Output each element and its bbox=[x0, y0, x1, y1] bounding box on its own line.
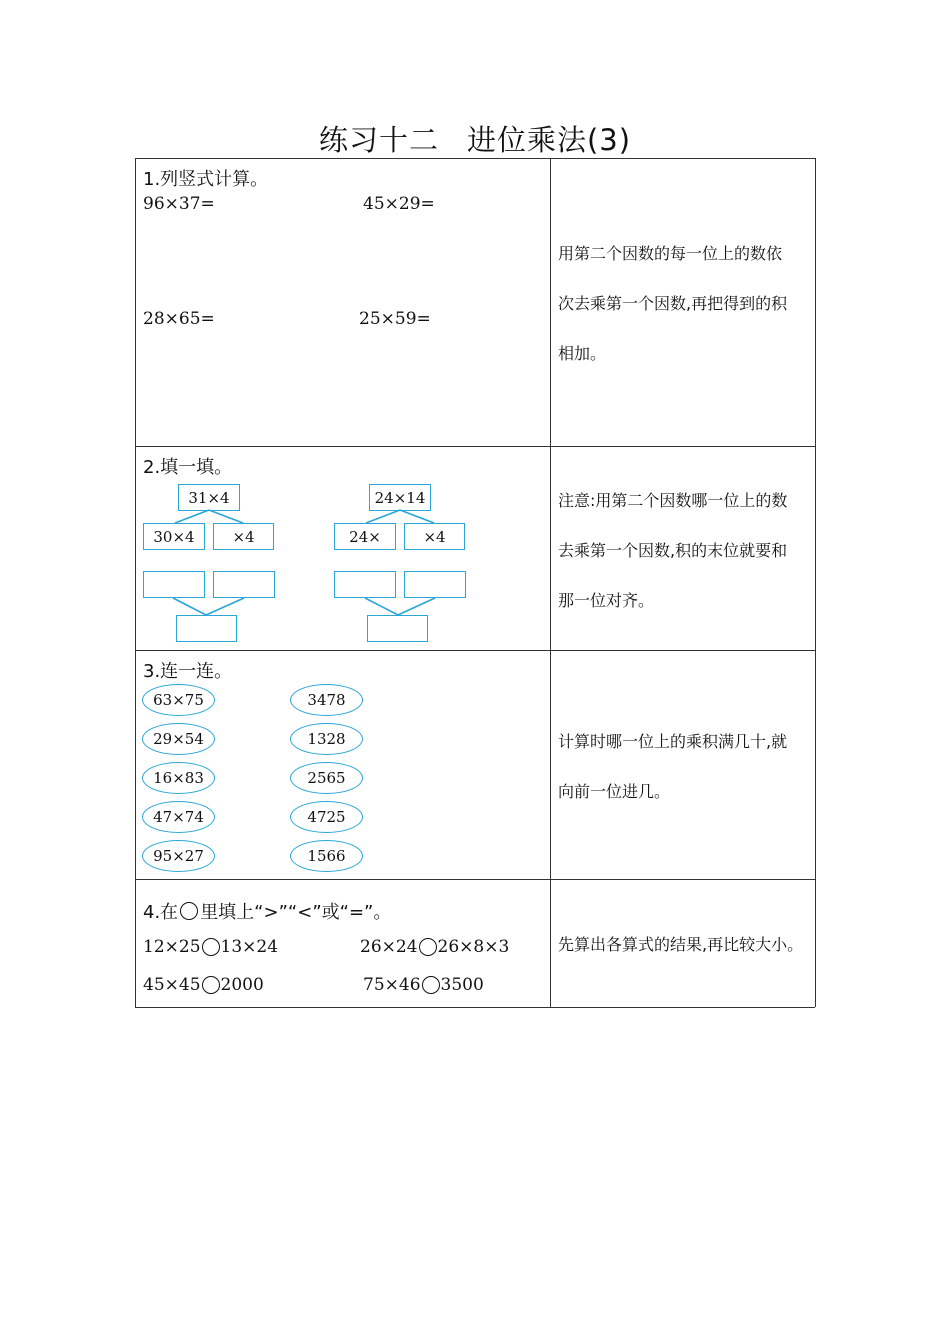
tree1-result-box[interactable] bbox=[176, 615, 237, 642]
q3-tip bbox=[558, 717, 808, 817]
q3-left-item-2[interactable]: 29×54 bbox=[142, 723, 215, 755]
q4-row-2-right: 26×8×3 bbox=[437, 937, 510, 957]
q4-row-2-circle[interactable] bbox=[419, 938, 437, 956]
q3-tip-line-2: 向前一位进几。 bbox=[558, 782, 671, 801]
q3-heading: 3.连一连。 bbox=[143, 661, 233, 682]
q1-problem-4: 25×59= bbox=[359, 309, 431, 329]
q3-right-item-1[interactable]: 3478 bbox=[290, 684, 363, 716]
tree2-right-box: ×4 bbox=[404, 523, 465, 550]
q4-heading-pre: 4.在 bbox=[143, 902, 179, 923]
tree1-top-box: 31×4 bbox=[178, 484, 240, 511]
q4-row-1 bbox=[143, 937, 278, 957]
q4-row-4-circle[interactable] bbox=[422, 976, 440, 994]
q2-tip-line-1: 注意:用第二个因数哪一位上的数 bbox=[558, 491, 788, 510]
q4-row-1-left: 12×25 bbox=[143, 937, 201, 957]
q3-right-item-5[interactable]: 1566 bbox=[290, 840, 363, 872]
q3-left-item-4[interactable]: 47×74 bbox=[142, 801, 215, 833]
q4-heading bbox=[143, 898, 391, 924]
tree2-right-answer-box[interactable] bbox=[404, 571, 466, 598]
q4-row-4-left: 75×46 bbox=[363, 975, 421, 995]
q1-tip-line-3: 相加。 bbox=[558, 344, 607, 363]
tree1-left-box: 30×4 bbox=[143, 523, 205, 550]
tree2-left-answer-box[interactable] bbox=[334, 571, 396, 598]
tree2-left-box: 24× bbox=[334, 523, 396, 550]
q2-tip-line-2: 去乘第一个因数,积的末位就要和 bbox=[558, 541, 788, 560]
q2-tip bbox=[558, 476, 808, 626]
q4-row-4-right: 3500 bbox=[440, 975, 484, 995]
q1-problem-3: 28×65= bbox=[143, 309, 215, 329]
q3-left-item-1[interactable]: 63×75 bbox=[142, 684, 215, 716]
tree2-top-box: 24×14 bbox=[369, 484, 431, 511]
q1-problem-1: 96×37= bbox=[143, 194, 215, 214]
q4-heading-post: 里填上“>”“<”或“=”。 bbox=[200, 902, 392, 923]
q3-right-item-4[interactable]: 4725 bbox=[290, 801, 363, 833]
q3-right-item-2[interactable]: 1328 bbox=[290, 723, 363, 755]
tree1-left-answer-box[interactable] bbox=[143, 571, 205, 598]
title-main: 练习十二 bbox=[318, 123, 439, 157]
q4-row-3-circle[interactable] bbox=[202, 976, 220, 994]
q1-heading: 1.列竖式计算。 bbox=[143, 169, 269, 190]
q3-tip-line-1: 计算时哪一位上的乘积满几十,就 bbox=[558, 732, 788, 751]
q4-row-3-right: 2000 bbox=[220, 975, 264, 995]
q4-row-2-left: 26×24 bbox=[360, 937, 418, 957]
circle-icon bbox=[180, 902, 198, 920]
q3-right-item-3[interactable]: 2565 bbox=[290, 762, 363, 794]
q4-row-2 bbox=[360, 937, 509, 957]
title-sub: 进位乘法(3) bbox=[466, 123, 632, 157]
q4-row-3-left: 45×45 bbox=[143, 975, 201, 995]
q1-problem-2: 45×29= bbox=[363, 194, 435, 214]
q4-row-3 bbox=[143, 975, 264, 995]
q4-row-4 bbox=[363, 975, 484, 995]
q1-tip-line-1: 用第二个因数的每一位上的数依 bbox=[558, 244, 783, 263]
tree1-right-box: ×4 bbox=[213, 523, 274, 550]
q4-row-1-right: 13×24 bbox=[220, 937, 279, 957]
q1-tip-line-2: 次去乘第一个因数,再把得到的积 bbox=[558, 294, 788, 313]
q4-tip: 先算出各算式的结果,再比较大小。 bbox=[558, 935, 804, 954]
q3-left-item-3[interactable]: 16×83 bbox=[142, 762, 215, 794]
q3-left-item-5[interactable]: 95×27 bbox=[142, 840, 215, 872]
q4-row-1-circle[interactable] bbox=[202, 938, 220, 956]
q2-heading: 2.填一填。 bbox=[143, 457, 233, 478]
q2-tip-line-3: 那一位对齐。 bbox=[558, 591, 655, 610]
tree2-result-box[interactable] bbox=[367, 615, 428, 642]
tree1-right-answer-box[interactable] bbox=[213, 571, 275, 598]
